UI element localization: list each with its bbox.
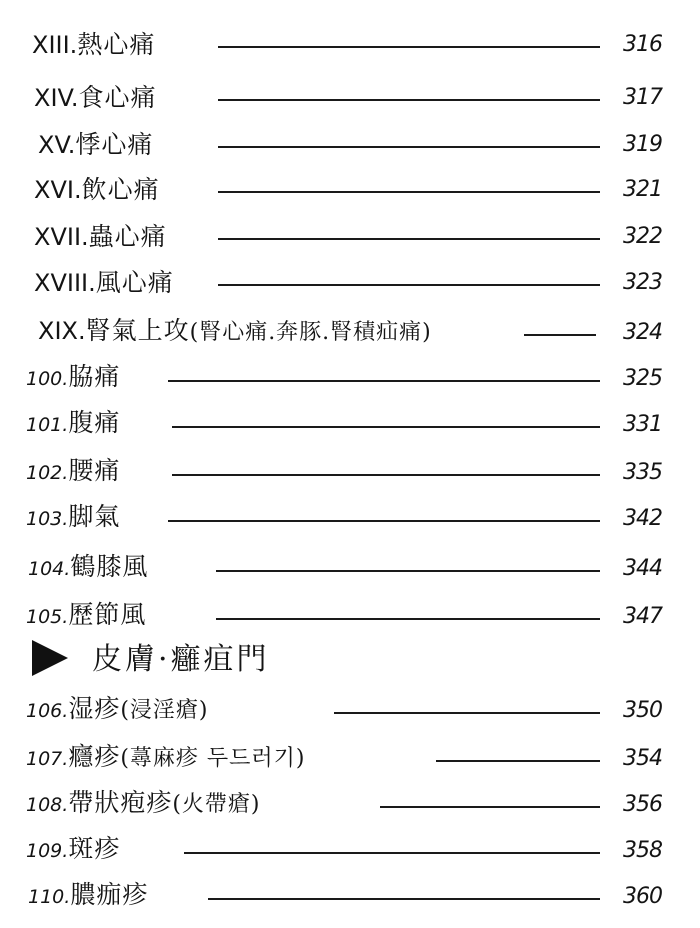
toc-entry[interactable] <box>0 594 700 638</box>
section-header <box>0 636 700 686</box>
entry-number: 109. <box>26 840 69 862</box>
toc-entry[interactable] <box>0 356 700 400</box>
entry-title: 湿疹 <box>68 694 121 723</box>
entry-number: 103. <box>26 508 69 530</box>
entry-number: 101. <box>26 414 69 436</box>
entry-label <box>26 694 209 726</box>
entry-label <box>34 222 167 252</box>
toc-entry[interactable] <box>0 736 700 780</box>
toc-entry[interactable] <box>0 496 700 540</box>
entry-number: XVI. <box>34 176 82 204</box>
dot-leader <box>216 618 600 620</box>
page-number: 323 <box>623 270 662 295</box>
page-number: 335 <box>623 460 662 485</box>
dot-leader <box>172 474 600 476</box>
page-number: 316 <box>623 32 662 57</box>
page-number: 319 <box>623 132 662 157</box>
dot-leader <box>524 334 596 336</box>
dot-leader <box>380 806 600 808</box>
dot-leader <box>218 99 600 101</box>
page-number: 322 <box>623 224 662 249</box>
entry-label <box>34 268 174 298</box>
entry-title: 腹痛 <box>68 408 121 437</box>
page-number: 317 <box>623 85 662 110</box>
page-number: 331 <box>623 412 662 437</box>
entry-label <box>38 316 432 348</box>
toc-entry[interactable] <box>0 214 700 258</box>
entry-title: 鶴膝風 <box>70 552 149 581</box>
entry-number: XV. <box>38 131 76 159</box>
toc-entry[interactable] <box>0 402 700 446</box>
entry-label <box>26 456 120 488</box>
dot-leader <box>216 570 600 572</box>
toc-entry[interactable] <box>0 782 700 826</box>
entry-number: XIII. <box>32 31 78 59</box>
entry-label <box>26 502 120 534</box>
entry-label <box>26 742 306 774</box>
dot-leader <box>218 146 600 148</box>
entry-label <box>26 362 120 394</box>
page-number: 324 <box>623 320 662 345</box>
page-number: 325 <box>623 366 662 391</box>
entry-title: 風心痛 <box>95 268 174 297</box>
page-number: 347 <box>623 604 662 629</box>
page-number: 321 <box>623 177 662 202</box>
entry-title: 腰痛 <box>68 456 121 485</box>
entry-title: 熱心痛 <box>77 30 156 59</box>
entry-subtitle: (蕁麻疹 두드러기) <box>120 746 306 771</box>
page-number: 356 <box>623 792 662 817</box>
page-number: 354 <box>623 746 662 771</box>
toc-entry[interactable] <box>0 874 700 918</box>
section-title: 皮膚·癰疽門 <box>92 642 270 677</box>
toc-entry[interactable] <box>0 688 700 732</box>
entry-title: 飲心痛 <box>81 175 160 204</box>
entry-number: XIV. <box>34 84 79 112</box>
entry-number: XIX. <box>38 317 86 345</box>
page-number: 358 <box>623 838 662 863</box>
entry-number: 102. <box>26 462 69 484</box>
dot-leader <box>218 191 600 193</box>
entry-title: 癮疹 <box>68 742 121 771</box>
entry-number: 110. <box>28 886 71 908</box>
entry-label <box>28 552 148 584</box>
dot-leader <box>172 426 600 428</box>
toc-entry[interactable] <box>0 167 700 211</box>
entry-label <box>34 83 157 113</box>
dot-leader <box>436 760 600 762</box>
dot-leader <box>218 284 600 286</box>
entry-title: 食心痛 <box>78 83 157 112</box>
entry-number: 104. <box>28 558 71 580</box>
toc-entry[interactable] <box>0 260 700 304</box>
entry-label <box>34 175 160 205</box>
entry-title: 悸心痛 <box>75 130 154 159</box>
toc-entry[interactable] <box>0 122 700 166</box>
entry-label <box>26 834 120 866</box>
entry-title: 帶狀疱疹 <box>68 788 173 817</box>
toc-entry[interactable] <box>0 450 700 494</box>
entry-label <box>28 880 148 912</box>
entry-subtitle: (浸淫瘡) <box>120 698 209 723</box>
entry-title: 脚氣 <box>68 502 121 531</box>
dot-leader <box>168 380 600 382</box>
entry-title: 腎氣上攻 <box>85 316 190 345</box>
entry-number: 107. <box>26 748 69 770</box>
entry-title: 膿痂疹 <box>70 880 149 909</box>
entry-label <box>26 788 261 820</box>
entry-number: 100. <box>26 368 69 390</box>
dot-leader <box>334 712 600 714</box>
dot-leader <box>218 46 600 48</box>
triangle-bullet-icon <box>32 640 68 676</box>
entry-number: 108. <box>26 794 69 816</box>
toc-entry[interactable] <box>0 310 700 354</box>
entry-subtitle: (腎心痛.奔豚.腎積疝痛) <box>189 320 432 345</box>
dot-leader <box>208 898 600 900</box>
dot-leader <box>184 852 600 854</box>
entry-title: 斑疹 <box>68 834 121 863</box>
entry-number: XVII. <box>34 223 89 251</box>
entry-title: 脇痛 <box>68 362 121 391</box>
entry-subtitle: (火帶瘡) <box>172 792 261 817</box>
entry-number: 105. <box>26 606 69 628</box>
dot-leader <box>218 238 600 240</box>
page-number: 360 <box>623 884 662 909</box>
entry-label <box>26 600 146 632</box>
toc-entry[interactable] <box>0 22 700 66</box>
dot-leader <box>168 520 600 522</box>
entry-label <box>38 130 153 160</box>
page-number: 342 <box>623 506 662 531</box>
entry-label <box>32 30 155 60</box>
toc-entry[interactable] <box>0 828 700 872</box>
entry-number: XVIII. <box>34 269 96 297</box>
page-number: 350 <box>623 698 662 723</box>
entry-number: 106. <box>26 700 69 722</box>
toc-entry[interactable] <box>0 546 700 590</box>
entry-label <box>26 408 120 440</box>
toc-entry[interactable] <box>0 75 700 119</box>
entry-title: 蟲心痛 <box>88 222 167 251</box>
page-number: 344 <box>623 556 662 581</box>
entry-title: 歷節風 <box>68 600 147 629</box>
